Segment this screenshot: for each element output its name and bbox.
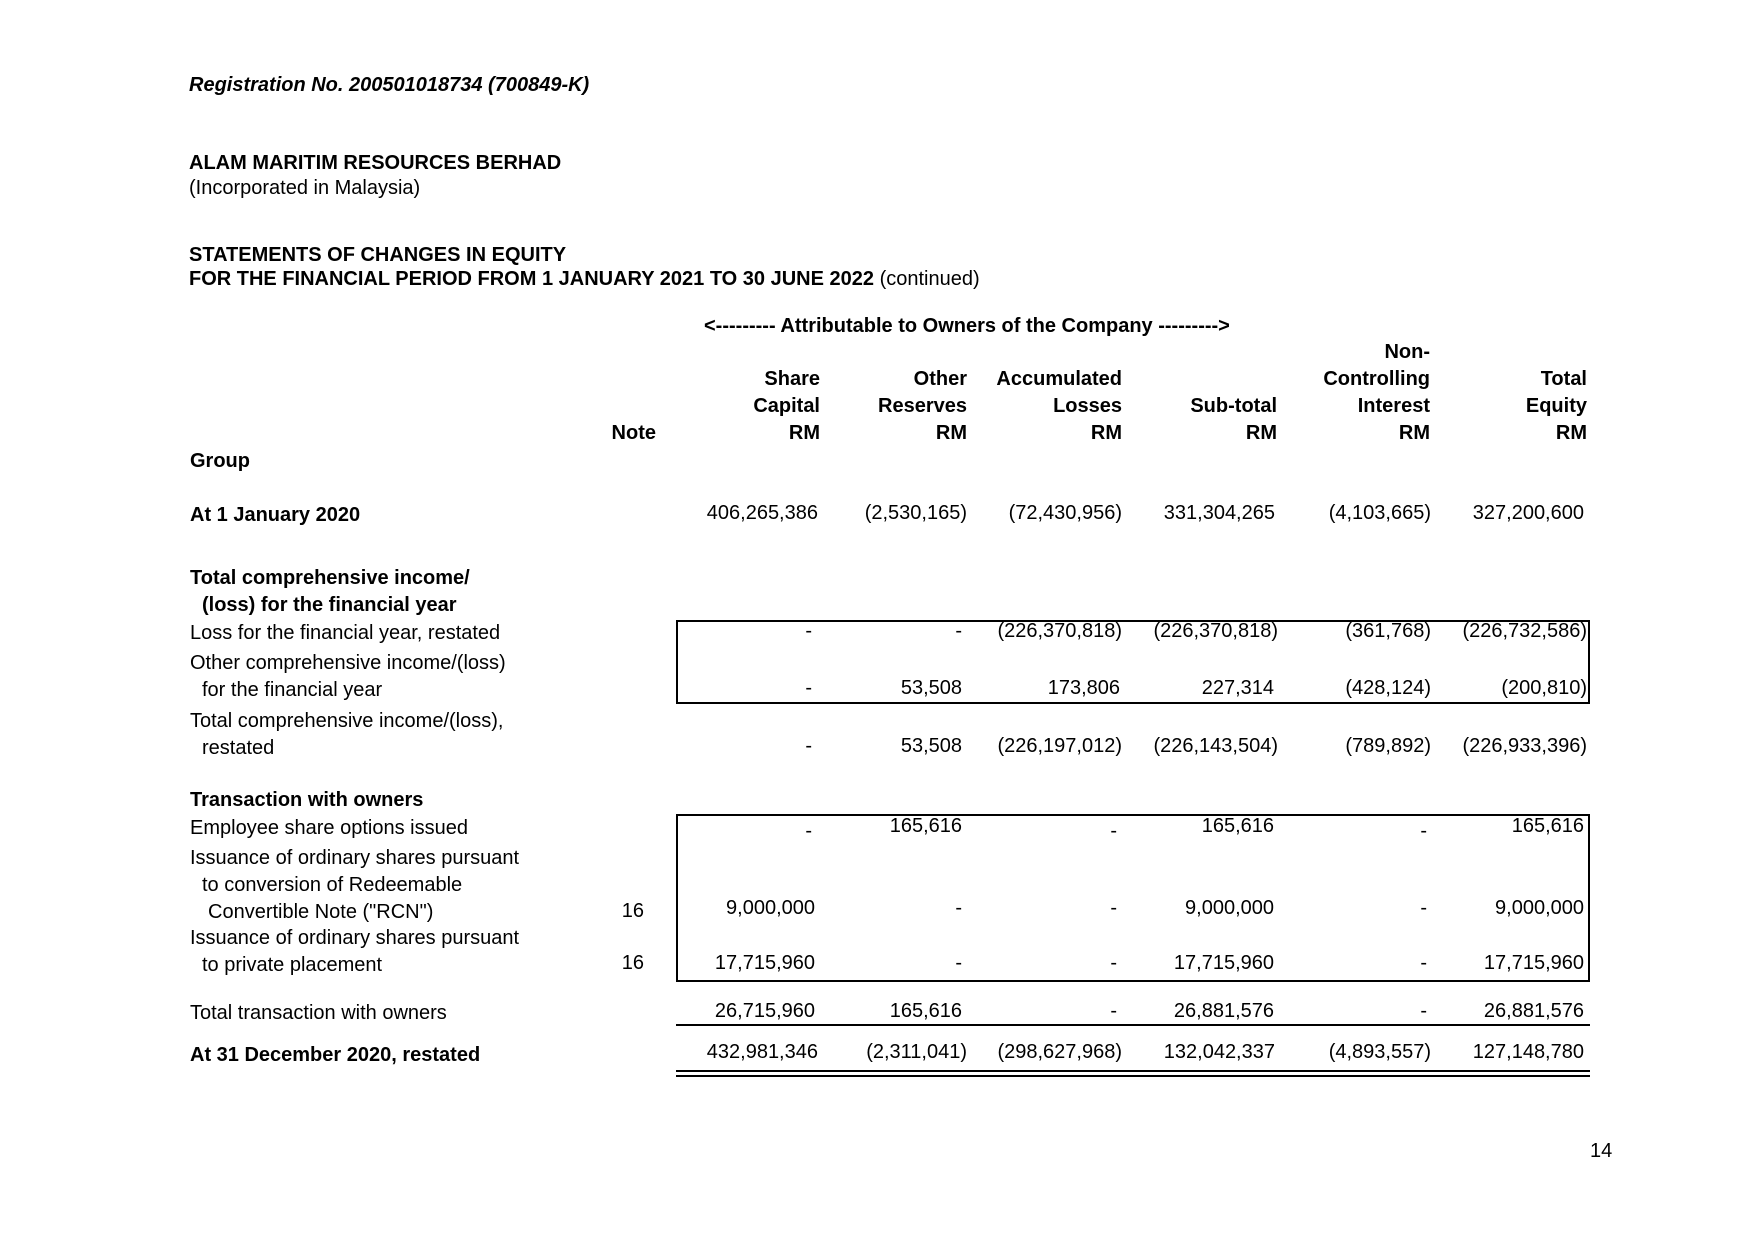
row-label-tci — [190, 708, 503, 762]
cell-nci: - — [1420, 897, 1427, 919]
cell-subtotal: 227,314 — [1201, 677, 1274, 699]
cell-share-capital: - — [805, 735, 812, 757]
boxed-section-tci — [676, 620, 1590, 704]
cell-share-capital: - — [805, 677, 812, 699]
cell-accumulated-losses: - — [1110, 820, 1117, 842]
cell-subtotal: 9,000,000 — [1185, 897, 1274, 919]
col-header-nci — [1323, 339, 1430, 447]
cell-accumulated-losses: - — [1110, 952, 1117, 974]
note-ref: 16 — [621, 952, 644, 974]
total-underline — [676, 1024, 1590, 1026]
row-label-line: to conversion of Redeemable — [202, 874, 463, 896]
col-header-line: Losses — [1053, 395, 1122, 417]
statement-title: STATEMENTS OF CHANGES IN EQUITY — [189, 244, 567, 266]
cell-total-equity: (226,732,586) — [1462, 620, 1587, 642]
cell-nci: - — [1420, 1000, 1427, 1022]
col-header-share-capital — [753, 366, 820, 447]
col-header-subtotal — [1190, 393, 1277, 447]
col-header-line: RM — [1090, 422, 1122, 444]
col-header-line: Other — [913, 368, 967, 390]
row-label-line: Convertible Note ("RCN") — [208, 901, 434, 923]
company-name: ALAM MARITIM RESOURCES BERHAD — [189, 152, 562, 174]
page-number: 14 — [1590, 1140, 1613, 1162]
cell-nci: (361,768) — [1345, 620, 1431, 642]
row-label-total-twoo: Total transaction with owners — [190, 1002, 447, 1024]
cell-other-reserves: 53,508 — [900, 677, 962, 699]
row-label-at-31-dec: At 31 December 2020, restated — [190, 1044, 481, 1066]
row-label-line: to private placement — [202, 954, 383, 976]
row-label-at-1-jan: At 1 January 2020 — [190, 504, 361, 526]
col-header-line: Sub-total — [1190, 395, 1277, 417]
cell-share-capital: - — [805, 620, 812, 642]
row-label-oci — [190, 650, 506, 704]
col-header-total-equity — [1526, 366, 1587, 447]
double-underline-top — [676, 1070, 1590, 1072]
row-label-line: for the financial year — [202, 679, 383, 701]
cell-total-equity: (200,810) — [1501, 677, 1587, 699]
cell-subtotal: 165,616 — [1201, 815, 1274, 837]
cell-total-equity: 327,200,600 — [1472, 502, 1584, 524]
col-header-line: Accumulated — [996, 368, 1122, 390]
col-header-accumulated-losses — [996, 366, 1122, 447]
tci-heading-line: Total comprehensive income/ — [190, 567, 470, 589]
cell-accumulated-losses: - — [1110, 897, 1117, 919]
cell-nci: (428,124) — [1345, 677, 1431, 699]
col-header-line: Reserves — [878, 395, 967, 417]
cell-share-capital: 432,981,346 — [706, 1041, 818, 1063]
continued-label: (continued) — [879, 268, 980, 290]
cell-subtotal: 26,881,576 — [1173, 1000, 1274, 1022]
cell-accumulated-losses: (72,430,956) — [1008, 502, 1122, 524]
col-header-line: Share — [764, 368, 820, 390]
statement-period — [189, 268, 980, 291]
col-header-note — [612, 420, 656, 447]
col-header-note-text: Note — [611, 422, 656, 444]
col-header-line: RM — [1245, 422, 1277, 444]
cell-subtotal: 17,715,960 — [1173, 952, 1274, 974]
tci-heading-line: (loss) for the financial year — [202, 594, 457, 616]
cell-other-reserves: (2,311,041) — [866, 1041, 967, 1063]
row-label-line: Total comprehensive income/(loss), — [190, 710, 504, 732]
cell-total-equity: 26,881,576 — [1483, 1000, 1584, 1022]
tci-heading — [190, 565, 470, 619]
cell-accumulated-losses: - — [1110, 1000, 1117, 1022]
cell-nci: (4,893,557) — [1328, 1041, 1431, 1063]
row-label-rcn — [190, 845, 519, 926]
row-label-line: Issuance of ordinary shares pursuant — [190, 847, 520, 869]
col-header-line: RM — [935, 422, 967, 444]
cell-other-reserves: 165,616 — [889, 815, 962, 837]
cell-share-capital: 26,715,960 — [714, 1000, 815, 1022]
cell-subtotal: (226,143,504) — [1153, 735, 1278, 757]
cell-subtotal: 132,042,337 — [1163, 1041, 1275, 1063]
cell-nci: (4,103,665) — [1328, 502, 1431, 524]
cell-other-reserves: 53,508 — [900, 735, 962, 757]
cell-subtotal: (226,370,818) — [1153, 620, 1278, 642]
col-header-line: Interest — [1357, 395, 1430, 417]
cell-share-capital: 9,000,000 — [726, 897, 815, 919]
note-ref: 16 — [621, 900, 644, 922]
cell-other-reserves: - — [955, 897, 962, 919]
col-header-line: RM — [1398, 422, 1430, 444]
col-header-line: RM — [1555, 422, 1587, 444]
incorporation-note: (Incorporated in Malaysia) — [189, 177, 421, 199]
col-header-line: Controlling — [1323, 368, 1430, 390]
col-header-line: Total — [1540, 368, 1587, 390]
row-label-pp — [190, 925, 519, 979]
twoo-heading: Transaction with owners — [190, 789, 424, 811]
col-header-line: Non- — [1384, 341, 1430, 363]
cell-accumulated-losses: (226,370,818) — [997, 620, 1122, 642]
cell-nci: (789,892) — [1345, 735, 1431, 757]
col-header-line: Equity — [1525, 395, 1587, 417]
row-label-line: Issuance of ordinary shares pursuant — [190, 927, 520, 949]
row-label-esos: Employee share options issued — [190, 817, 468, 839]
cell-total-equity: 127,148,780 — [1472, 1041, 1584, 1063]
row-label-line: Other comprehensive income/(loss) — [190, 652, 506, 674]
cell-accumulated-losses: 173,806 — [1047, 677, 1120, 699]
statement-period-text: FOR THE FINANCIAL PERIOD FROM 1 JANUARY 2021 TO 30 JUNE 2022 — [189, 268, 874, 290]
cell-total-equity: 165,616 — [1511, 815, 1584, 837]
cell-total-equity: 9,000,000 — [1495, 897, 1584, 919]
cell-other-reserves: - — [955, 952, 962, 974]
group-label: Group — [190, 450, 250, 472]
cell-other-reserves: - — [955, 620, 962, 642]
col-header-other-reserves — [878, 366, 967, 447]
row-label-line: restated — [202, 737, 275, 759]
cell-other-reserves: (2,530,165) — [864, 502, 967, 524]
cell-subtotal: 331,304,265 — [1163, 502, 1275, 524]
cell-total-equity: 17,715,960 — [1483, 952, 1584, 974]
double-underline-bottom — [676, 1075, 1590, 1077]
cell-accumulated-losses: (226,197,012) — [997, 735, 1122, 757]
cell-share-capital: 17,715,960 — [714, 952, 815, 974]
row-label-loss-year: Loss for the financial year, restated — [190, 622, 501, 644]
col-header-line: Capital — [753, 395, 820, 417]
cell-accumulated-losses: (298,627,968) — [997, 1041, 1122, 1063]
cell-total-equity: (226,933,396) — [1462, 735, 1587, 757]
col-header-line: RM — [788, 422, 820, 444]
cell-share-capital: - — [805, 820, 812, 842]
attributable-header: <--------- Attributable to Owners of the Company ---------> — [704, 315, 1230, 337]
registration-number: Registration No. 200501018734 (700849-K) — [189, 74, 590, 96]
cell-other-reserves: 165,616 — [889, 1000, 962, 1022]
cell-share-capital: 406,265,386 — [706, 502, 818, 524]
cell-nci: - — [1420, 820, 1427, 842]
cell-nci: - — [1420, 952, 1427, 974]
